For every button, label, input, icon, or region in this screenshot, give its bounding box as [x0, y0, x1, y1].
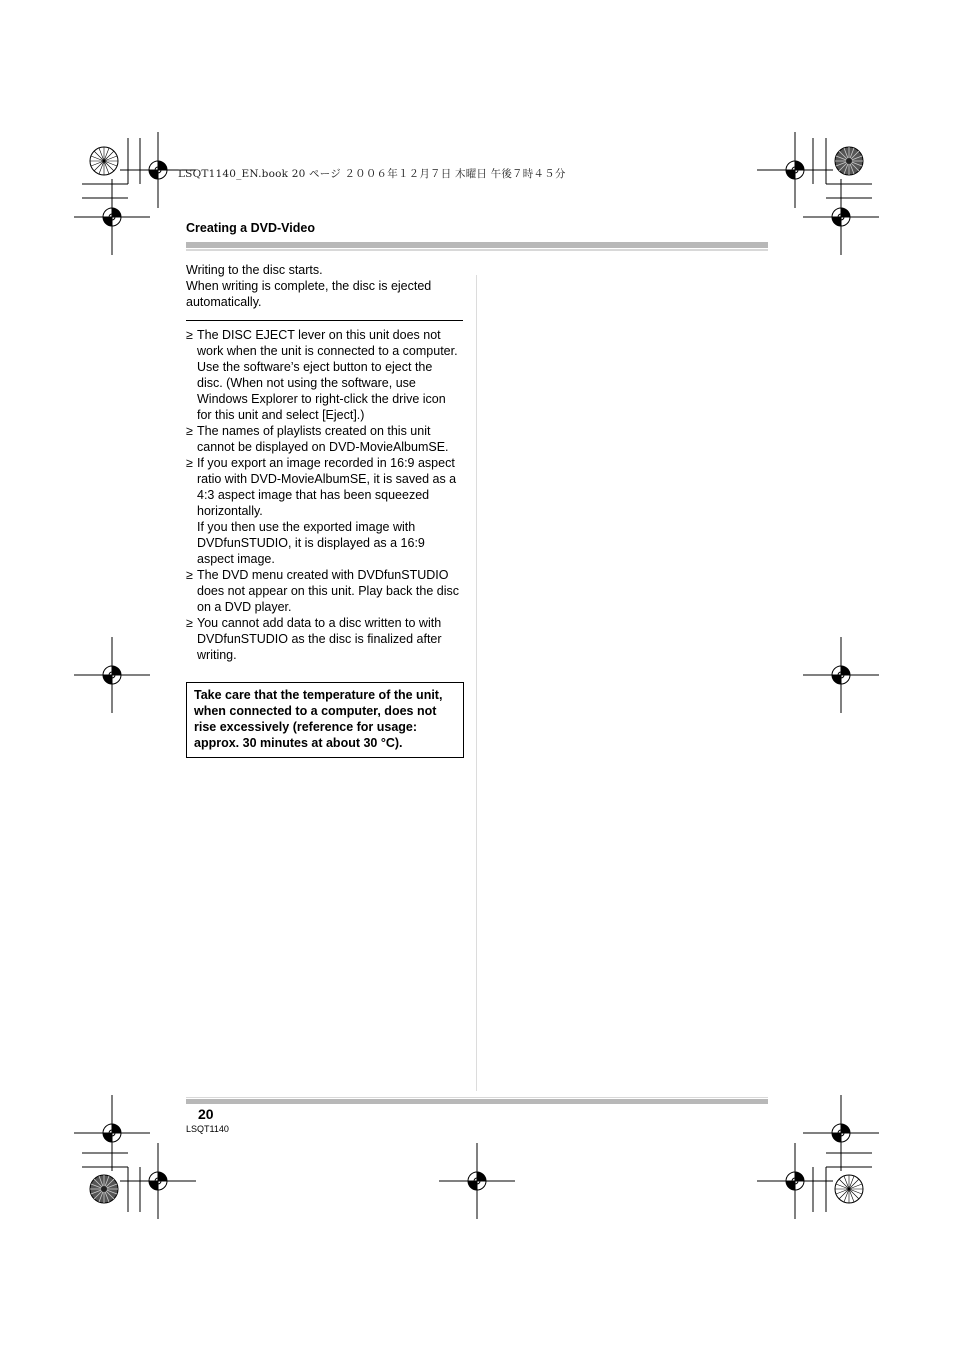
intro-text	[186, 262, 456, 310]
note-line: disc. (When not using the software, use	[197, 376, 416, 390]
note-line: If you then use the exported image with	[197, 520, 416, 534]
note-line: for this unit and select [Eject].)	[197, 408, 365, 422]
note-line: If you export an image recorded in 16:9 aspect	[197, 456, 455, 470]
intro-line: Writing to the disc starts.	[186, 263, 323, 277]
note-line: work when the unit is connected to a computer.	[197, 344, 458, 358]
note-line: The DVD menu created with DVDfunSTUDIO	[197, 568, 449, 582]
note-line: cannot be displayed on DVD-MovieAlbumSE.	[197, 440, 449, 454]
notes-list	[186, 327, 466, 663]
bullet-icon: ≥	[186, 424, 193, 438]
registration-mark-icon	[120, 1143, 196, 1219]
registration-mark-icon	[74, 637, 150, 713]
note-line: ratio with DVD-MovieAlbumSE, it is saved as a	[197, 472, 457, 486]
caution-line: Take care that the temperature of the unit,	[194, 688, 443, 702]
caution-line: approx. 30 minutes at about 30 °C).	[194, 736, 403, 750]
color-wheel-icon	[90, 147, 118, 175]
print-header: LSQT1140_EN.book 20 ページ ２００６年１２月７日 木曜日 午後７時４５分	[178, 168, 566, 180]
registration-mark-icon	[803, 1095, 879, 1171]
note-line: aspect image.	[197, 552, 275, 566]
model-code: LSQT1140	[186, 1124, 229, 1134]
note-line: DVDfunSTUDIO, it is displayed as a 16:9	[197, 536, 425, 550]
color-wheel-icon	[835, 147, 863, 175]
note-line: writing.	[197, 648, 237, 662]
registration-mark-icon	[74, 179, 150, 255]
header-rule	[186, 242, 768, 248]
registration-mark-icon	[803, 179, 879, 255]
intro-line: When writing is complete, the disc is ejected	[186, 279, 432, 293]
registration-mark-icon	[74, 1095, 150, 1171]
bullet-icon: ≥	[186, 456, 193, 470]
header-rule-shadow	[186, 249, 768, 251]
note-item	[186, 455, 466, 567]
note-item	[186, 327, 466, 423]
intro-line: automatically.	[186, 295, 262, 309]
note-line: The DISC EJECT lever on this unit does not	[197, 328, 441, 342]
registration-mark-icon	[803, 637, 879, 713]
note-line: The names of playlists created on this unit	[197, 424, 431, 438]
bullet-icon: ≥	[186, 568, 193, 582]
footer-rule-shadow	[186, 1097, 768, 1098]
section-title: Creating a DVD-Video	[186, 221, 315, 235]
color-wheel-icon	[835, 1175, 863, 1203]
note-line: Windows Explorer to right-click the drive icon	[197, 392, 446, 406]
note-line: on a DVD player.	[197, 600, 292, 614]
note-line: does not appear on this unit. Play back the disc	[197, 584, 459, 598]
note-item	[186, 615, 466, 663]
caution-box	[186, 682, 464, 758]
footer-rule	[186, 1099, 768, 1104]
note-item	[186, 423, 466, 455]
note-line: horizontally.	[197, 504, 263, 518]
bullet-icon: ≥	[186, 616, 193, 630]
caution-line: rise excessively (reference for usage:	[194, 720, 418, 734]
note-item	[186, 567, 466, 615]
page-number: 20	[198, 1106, 214, 1122]
caution-line: when connected to a computer, does not	[194, 704, 437, 718]
bullet-icon: ≥	[186, 328, 193, 342]
note-line: You cannot add data to a disc written to with	[197, 616, 442, 630]
column-divider	[476, 275, 477, 1091]
registration-mark-icon	[757, 132, 833, 208]
registration-mark-icon	[439, 1143, 515, 1219]
note-line: DVDfunSTUDIO as the disc is finalized after	[197, 632, 442, 646]
note-line: Use the software’s eject button to eject the	[197, 360, 433, 374]
color-wheel-icon	[90, 1175, 118, 1203]
notes-divider	[186, 320, 463, 321]
note-line: 4:3 aspect image that has been squeezed	[197, 488, 430, 502]
registration-mark-icon	[757, 1143, 833, 1219]
